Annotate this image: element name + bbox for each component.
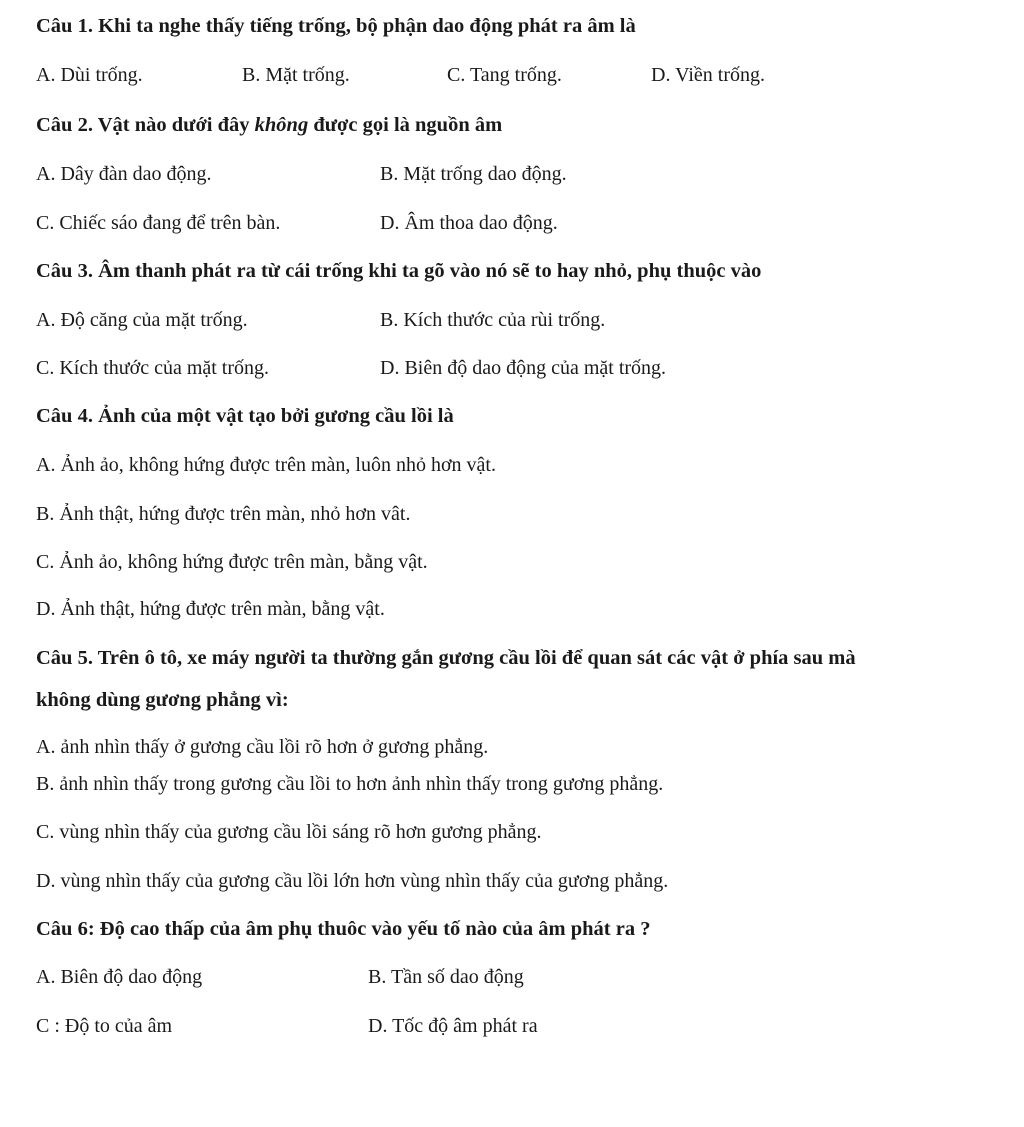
question-6-option-a: A. Biên độ dao động	[36, 966, 203, 988]
question-5-option-c: C. vùng nhìn thấy của gương cầu lồi sáng rõ hơn gương phẳng.	[36, 821, 542, 843]
question-2-title-emphasis: không	[254, 114, 309, 136]
question-6-option-b: B. Tần số dao động	[368, 966, 524, 988]
question-4-title: Câu 4. Ảnh của một vật tạo bởi gương cầu lồi là	[36, 405, 454, 427]
question-1-option-c: C. Tang trống.	[447, 64, 562, 86]
question-4-option-d: D. Ảnh thật, hứng được trên màn, bằng vật.	[36, 598, 385, 620]
question-1-option-d: D. Viền trống.	[651, 64, 765, 86]
question-6-option-d: D. Tốc độ âm phát ra	[368, 1015, 538, 1037]
question-2-title-start: Câu 2. Vật nào dưới đây	[36, 114, 255, 136]
question-2-title	[36, 113, 502, 137]
question-5-option-b: B. ảnh nhìn thấy trong gương cầu lồi to hơn ảnh nhìn thấy trong gương phẳng.	[36, 773, 664, 795]
question-6-option-c: C : Độ to của âm	[36, 1015, 173, 1037]
question-3-option-b: B. Kích thước của rùi trống.	[380, 309, 606, 331]
question-2-option-d: D. Âm thoa dao động.	[380, 212, 558, 234]
question-1-option-a: A. Dùi trống.	[36, 64, 143, 86]
question-4-option-b: B. Ảnh thật, hứng được trên màn, nhỏ hơn vât.	[36, 503, 411, 525]
question-3-option-a: A. Độ căng của mặt trống.	[36, 309, 248, 331]
question-3-option-d: D. Biên độ dao động của mặt trống.	[380, 357, 667, 379]
question-3-title: Câu 3. Âm thanh phát ra từ cái trống khi ta gõ vào nó sẽ to hay nhỏ, phụ thuộc vào	[36, 260, 762, 282]
question-4-option-a: A. Ảnh ảo, không hứng được trên màn, luôn nhỏ hơn vật.	[36, 454, 496, 476]
question-3-option-c: C. Kích thước của mặt trống.	[36, 357, 270, 379]
question-5-title-line-1: Câu 5. Trên ô tô, xe máy người ta thường gắn gương cầu lồi để quan sát các vật ở phía sau mà	[36, 647, 856, 669]
question-1-title: Câu 1. Khi ta nghe thấy tiếng trống, bộ phận dao động phát ra âm là	[36, 15, 636, 37]
question-4-option-c: C. Ảnh ảo, không hứng được trên màn, bằng vật.	[36, 551, 428, 573]
question-2-title-end: được gọi là nguồn âm	[308, 114, 503, 136]
question-5-option-a: A. ảnh nhìn thấy ở gương cầu lồi rõ hơn ở gương phẳng.	[36, 736, 489, 758]
question-6-title: Câu 6: Độ cao thấp của âm phụ thuôc vào yếu tố nào của âm phát ra ?	[36, 918, 651, 940]
question-5-option-d: D. vùng nhìn thấy của gương cầu lồi lớn hơn vùng nhìn thấy của gương phẳng.	[36, 870, 669, 892]
question-2-option-c: C. Chiếc sáo đang để trên bàn.	[36, 212, 281, 234]
question-5-title-line-2: không dùng gương phẳng vì:	[36, 689, 289, 711]
question-2-option-b: B. Mặt trống dao động.	[380, 163, 567, 185]
question-1-option-b: B. Mặt trống.	[242, 64, 350, 86]
question-2-option-a: A. Dây đàn dao động.	[36, 163, 212, 185]
